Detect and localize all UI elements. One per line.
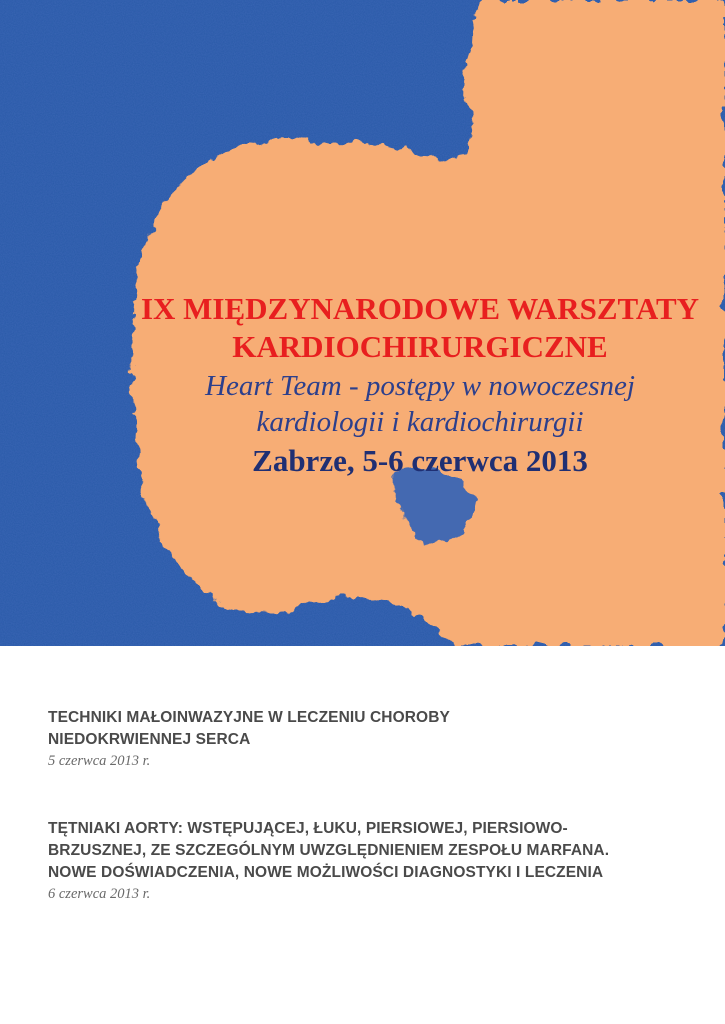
session-block-2 bbox=[48, 818, 708, 904]
session-title-line: BRZUSZNEJ, ZE SZCZEGÓLNYM UWZGLĘDNIENIEM ZESPOŁU MARFANA. bbox=[48, 842, 610, 859]
session-title-line: TĘTNIAKI AORTY: WSTĘPUJĄCEJ, ŁUKU, PIERSIOWEJ, PIERSIOWO- bbox=[48, 820, 568, 837]
session-title-line: TECHNIKI MAŁOINWAZYJNE W LECZENIU CHOROBY bbox=[48, 709, 450, 726]
session-title-line: NIEDOKRWIENNEJ SERCA bbox=[48, 731, 251, 748]
session-title-line: NOWE DOŚWIADCZENIA, NOWE MOŻLIWOŚCI DIAGNOSTYKI I LECZENIA bbox=[48, 864, 604, 881]
session-date: 5 czerwca 2013 r. bbox=[48, 753, 151, 769]
cover-subtitle-line-1: Heart Team - postępy w nowoczesnej bbox=[205, 370, 635, 402]
session-date: 6 czerwca 2013 r. bbox=[48, 886, 151, 902]
cover-subtitle-line-2: kardiologii i kardiochirurgii bbox=[256, 406, 584, 438]
cover-title-line-1: IX MIĘDZYNARODOWE WARSZTATY bbox=[140, 291, 700, 326]
session-block-1 bbox=[48, 707, 708, 771]
cover-title-line-2: KARDIOCHIRURGICZNE bbox=[232, 329, 608, 364]
event-place-date: Zabrze, 5-6 czerwca 2013 bbox=[252, 443, 588, 478]
